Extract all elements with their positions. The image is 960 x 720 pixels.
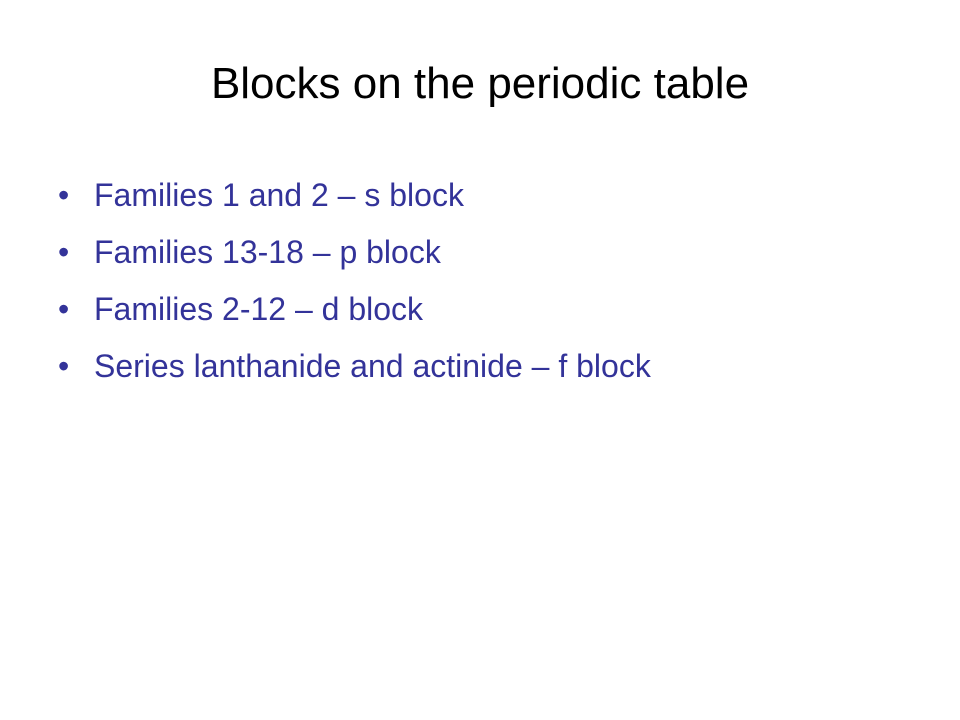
bullet-text: Series lanthanide and actinide – f block xyxy=(94,348,651,384)
list-item xyxy=(58,233,918,271)
bullet-icon: • xyxy=(58,234,70,270)
bullet-icon: • xyxy=(58,177,70,213)
list-item xyxy=(58,347,918,385)
bullet-text: Families 1 and 2 – s block xyxy=(94,177,464,213)
list-item xyxy=(58,290,918,328)
bullet-text: Families 13-18 – p block xyxy=(94,234,441,270)
bullet-icon: • xyxy=(58,348,70,384)
list-item xyxy=(58,176,918,214)
slide-title: Blocks on the periodic table xyxy=(210,59,750,108)
bullet-icon: • xyxy=(58,291,70,327)
bullet-list xyxy=(58,176,918,404)
bullet-text: Families 2-12 – d block xyxy=(94,291,424,327)
